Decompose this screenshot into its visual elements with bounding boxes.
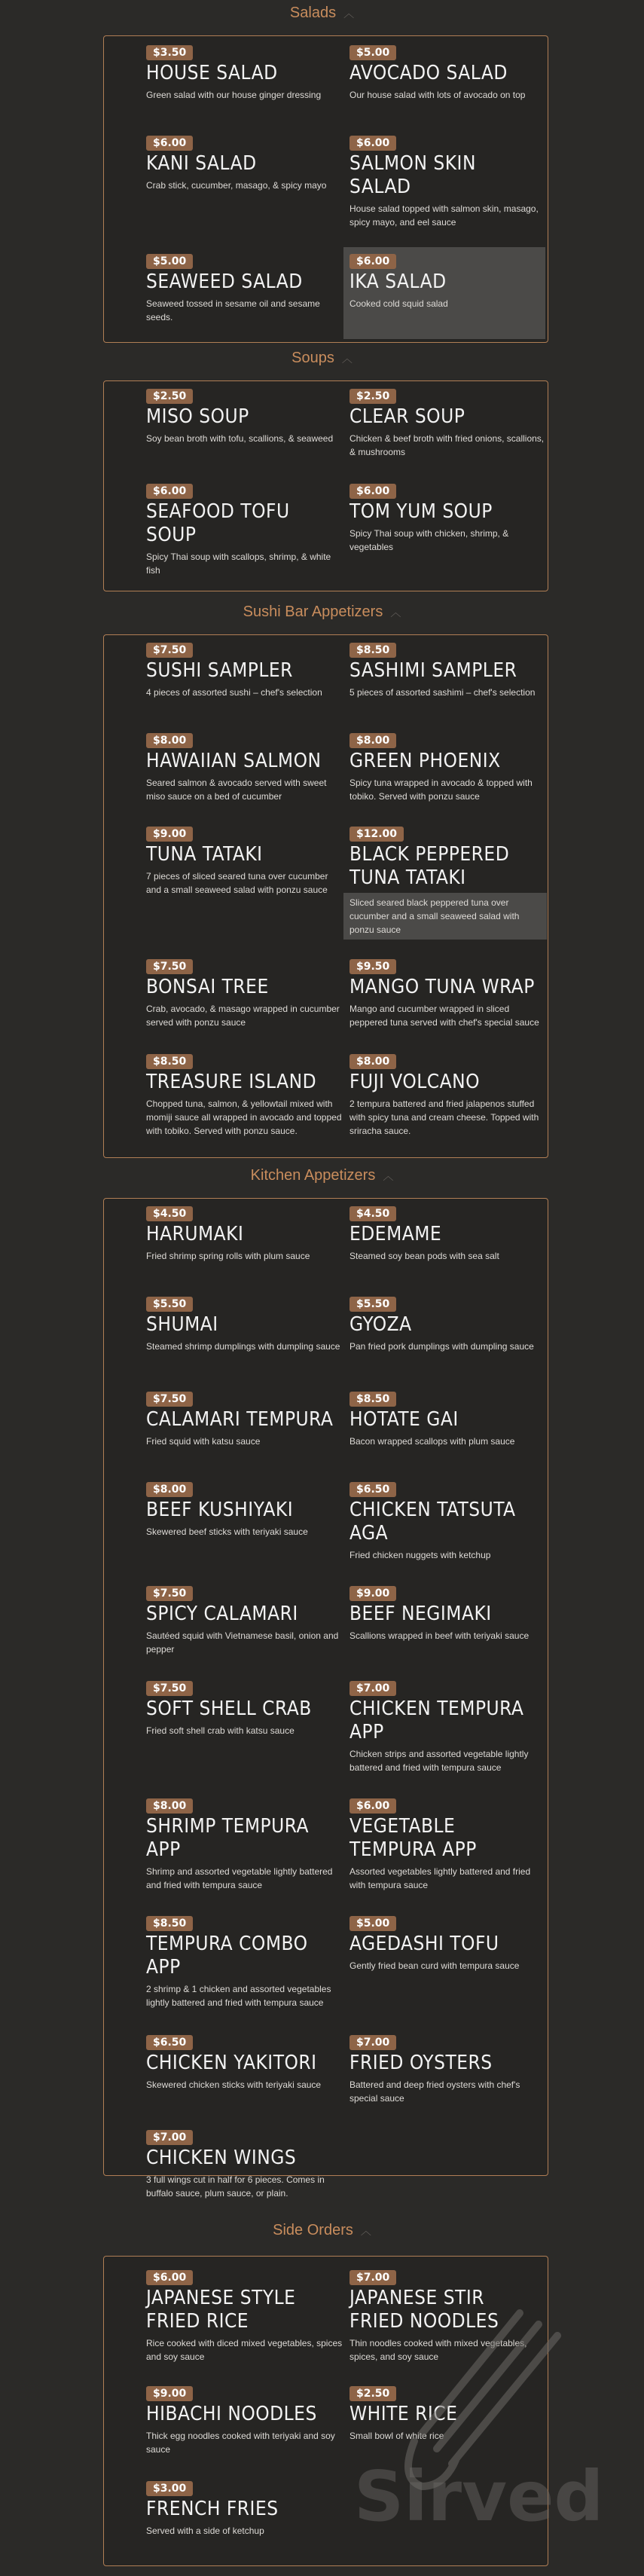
menu-item[interactable] — [349, 643, 553, 699]
item-description: Mango and cucumber wrapped in sliced peppered tuna served with chef's special sauce — [349, 1004, 539, 1028]
item-price: $7.50 — [146, 959, 193, 974]
item-price: $12.00 — [349, 827, 404, 842]
item-name: FRENCH FRIES — [146, 2498, 279, 2520]
item-price: $8.50 — [146, 1054, 193, 1069]
item-price: $2.50 — [349, 2386, 396, 2401]
item-name: AVOCADO SALAD — [349, 62, 508, 84]
item-name: FUJI VOLCANO — [349, 1071, 481, 1093]
item-description: Fried shrimp spring rolls with plum sauce — [146, 1251, 310, 1261]
item-price: $8.00 — [146, 733, 193, 748]
item-description: Chicken & beef broth with fried onions, scallions, & mushrooms — [349, 433, 545, 457]
item-description: 3 full wings cut in half for 6 pieces. Comes in buffalo sauce, plum sauce, or plain. — [146, 2174, 325, 2199]
menu-item[interactable] — [349, 2386, 553, 2443]
chevron-up-icon: ︿ — [343, 8, 355, 20]
menu-item[interactable] — [146, 1916, 349, 2009]
item-name: SEAFOOD TOFU SOUP — [146, 500, 290, 546]
item-description: Thick egg noodles cooked with teriyaki and soy sauce — [146, 2431, 335, 2455]
item-price: $8.00 — [349, 733, 396, 748]
item-name: WHITE RICE — [349, 2403, 458, 2425]
item-description: Crab, avocado, & masago wrapped in cucumber served with ponzu sauce — [146, 1004, 340, 1028]
item-price: $8.00 — [146, 1482, 193, 1497]
item-price: $9.00 — [146, 827, 193, 842]
menu-item[interactable] — [349, 484, 553, 554]
section-title-salads[interactable] — [0, 4, 644, 23]
item-description: Chicken strips and assorted vegetable lightly battered and fried with tempura sauce — [349, 1749, 529, 1773]
item-name: MANGO TUNA WRAP — [349, 976, 535, 998]
item-name: CHICKEN TEMPURA APP — [349, 1697, 524, 1743]
menu-item[interactable] — [349, 136, 553, 229]
item-description: Sliced seared black peppered tuna over cucumber and a small seaweed salad with ponzu sauce — [343, 893, 547, 940]
item-name: CHICKEN WINGS — [146, 2147, 297, 2169]
menu-item[interactable] — [146, 45, 349, 102]
item-name: BONSAI TREE — [146, 976, 269, 998]
menu-item[interactable] — [349, 1206, 553, 1263]
section-title-side-orders[interactable] — [0, 2221, 644, 2240]
item-description: Green salad with our house ginger dressing — [146, 90, 322, 100]
item-description: Spicy tuna wrapped in avocado & topped with tobiko. Served with ponzu sauce — [349, 778, 533, 802]
item-name: SPICY CALAMARI — [146, 1603, 298, 1625]
item-price: $9.00 — [146, 2386, 193, 2401]
item-name: SHUMAI — [146, 1313, 218, 1336]
item-name: HOTATE GAI — [349, 1408, 459, 1431]
item-description: Battered and deep fried oysters with chef's special sauce — [349, 2079, 520, 2104]
item-name: HARUMAKI — [146, 1223, 244, 1245]
item-description: Spicy Thai soup with scallops, shrimp, & white fish — [146, 552, 331, 576]
item-description: Chopped tuna, salmon, & yellowtail mixed with momiji sauce all wrapped in avocado and topped with tobiko. Served with ponzu sauce. — [146, 1099, 342, 1136]
menu-item[interactable] — [146, 2035, 349, 2092]
menu-item[interactable] — [146, 1681, 349, 1737]
item-name: FRIED OYSTERS — [349, 2052, 493, 2074]
section-box-kitchen-appetizers — [103, 1198, 548, 2199]
menu-item[interactable] — [146, 1482, 349, 1539]
item-price: $2.50 — [349, 389, 396, 404]
item-price: $6.00 — [146, 484, 193, 499]
item-price: $6.00 — [349, 254, 396, 269]
item-description: Seaweed tossed in sesame oil and sesame seeds. — [146, 298, 320, 322]
menu-item[interactable] — [146, 733, 349, 803]
item-description: Soy bean broth with tofu, scallions, & seaweed — [146, 433, 334, 444]
menu-item[interactable] — [349, 827, 553, 935]
section-title-kitchen-appetizers[interactable] — [0, 1166, 644, 1185]
item-description: 2 tempura battered and fried jalapenos stuffed with spicy tuna and cream cheese. Topped with sriracha sauce. — [349, 1099, 539, 1136]
item-description: Small bowl of white rice — [349, 2431, 444, 2441]
menu-item[interactable] — [349, 2270, 553, 2364]
item-price: $6.00 — [146, 136, 193, 151]
item-description: Sautéed squid with Vietnamese basil, onion and pepper — [146, 1630, 339, 1655]
item-description: Seared salmon & avocado served with sweet miso sauce on a bed of cucumber — [146, 778, 327, 802]
item-description: 7 pieces of sliced seared tuna over cucumber and a small seaweed salad with ponzu sauce — [146, 871, 328, 895]
menu-item[interactable] — [146, 254, 349, 324]
item-price: $3.00 — [146, 2481, 193, 2496]
item-price: $5.50 — [146, 1297, 193, 1312]
item-price: $8.00 — [146, 1798, 193, 1814]
item-name: JAPANESE STYLE FRIED RICE — [146, 2287, 296, 2333]
item-name: SASHIMI SAMPLER — [349, 659, 517, 682]
item-name: CLEAR SOUP — [349, 405, 465, 428]
item-name: BEEF KUSHIYAKI — [146, 1499, 294, 1521]
item-name: SUSHI SAMPLER — [146, 659, 293, 682]
item-price: $6.00 — [349, 484, 396, 499]
section-box-side-orders — [103, 2256, 548, 2566]
chevron-up-icon: ︿ — [341, 353, 353, 365]
section-title-text: Kitchen Appetizers — [250, 1167, 376, 1184]
item-description: Steamed soy bean pods with sea salt — [349, 1251, 499, 1261]
section-title-text: Salads — [289, 5, 337, 21]
item-name: TEMPURA COMBO APP — [146, 1933, 308, 1979]
item-price: $7.00 — [349, 2035, 396, 2050]
menu-item[interactable] — [146, 643, 349, 699]
item-price: $4.50 — [349, 1206, 396, 1221]
item-name: CHICKEN TATSUTA AGA — [349, 1499, 516, 1545]
menu-item[interactable] — [349, 1916, 553, 1972]
menu-item[interactable] — [146, 1206, 349, 1263]
menu-item[interactable] — [146, 1392, 349, 1448]
item-price: $7.50 — [146, 643, 193, 658]
menu-item[interactable] — [146, 389, 349, 445]
menu-item[interactable] — [349, 2035, 553, 2105]
item-description: Spicy Thai soup with chicken, shrimp, & vegetables — [349, 528, 509, 552]
menu-item[interactable] — [146, 2130, 349, 2200]
item-price: $7.00 — [349, 2270, 396, 2285]
item-price: $5.00 — [146, 254, 193, 269]
item-name: TOM YUM SOUP — [349, 500, 493, 523]
item-name: HOUSE SALAD — [146, 62, 278, 84]
item-description: Pan fried pork dumplings with dumpling sauce — [349, 1341, 534, 1352]
item-price: $6.50 — [146, 2035, 193, 2050]
item-name: HIBACHI NOODLES — [146, 2403, 317, 2425]
item-description: Bacon wrapped scallops with plum sauce — [349, 1436, 515, 1447]
item-description: Served with a side of ketchup — [146, 2526, 264, 2536]
item-description: Fried chicken nuggets with ketchup — [349, 1550, 491, 1560]
item-price: $7.50 — [146, 1681, 193, 1696]
menu-item[interactable] — [146, 1798, 349, 1892]
item-price: $9.00 — [349, 1586, 396, 1601]
menu-item[interactable] — [146, 827, 349, 897]
item-price: $5.50 — [349, 1297, 396, 1312]
item-name: VEGETABLE TEMPURA APP — [349, 1815, 477, 1861]
item-name: SALMON SKIN SALAD — [349, 152, 476, 198]
menu-item[interactable] — [146, 2270, 349, 2364]
item-description: 2 shrimp & 1 chicken and assorted vegetables lightly battered and fried with tempura sauce — [146, 1984, 331, 2008]
item-name: EDEMAME — [349, 1223, 442, 1245]
item-price: $6.00 — [349, 136, 396, 151]
item-name: BLACK PEPPERED TUNA TATAKI — [349, 843, 510, 889]
item-name: JAPANESE STIR FRIED NOODLES — [349, 2287, 499, 2333]
menu-item[interactable] — [349, 733, 553, 803]
menu-item[interactable] — [349, 1054, 553, 1138]
item-price: $6.00 — [146, 2270, 193, 2285]
item-price: $3.50 — [146, 45, 193, 60]
item-price: $6.50 — [349, 1482, 396, 1497]
item-name: CALAMARI TEMPURA — [146, 1408, 334, 1431]
item-name: SHRIMP TEMPURA APP — [146, 1815, 309, 1861]
item-price: $8.00 — [349, 1054, 396, 1069]
watermark-text: Sirved — [354, 2456, 604, 2537]
menu-item[interactable] — [349, 1798, 553, 1892]
item-description: Cooked cold squid salad — [349, 298, 448, 309]
menu-item[interactable] — [146, 1586, 349, 1656]
chevron-up-icon: ︿ — [360, 2225, 371, 2237]
item-description: Gently fried bean curd with tempura sauce — [349, 1960, 520, 1971]
item-description: Skewered beef sticks with teriyaki sauce — [146, 1526, 308, 1537]
item-name: SEAWEED SALAD — [146, 270, 303, 293]
item-price: $7.00 — [146, 2130, 193, 2145]
item-price: $2.50 — [146, 389, 193, 404]
item-description: Scallions wrapped in beef with teriyaki sauce — [349, 1630, 530, 1641]
item-price: $7.50 — [146, 1392, 193, 1407]
item-description: Fried soft shell crab with katsu sauce — [146, 1725, 295, 1736]
menu-item[interactable] — [146, 1297, 349, 1353]
item-name: GYOZA — [349, 1313, 412, 1336]
item-name: AGEDASHI TOFU — [349, 1933, 499, 1955]
menu-item[interactable] — [146, 2481, 349, 2538]
item-name: IKA SALAD — [349, 270, 447, 293]
item-description: 5 pieces of assorted sashimi – chef's selection — [349, 687, 536, 698]
item-description: Steamed shrimp dumplings with dumpling sauce — [146, 1341, 340, 1352]
item-price: $8.50 — [146, 1916, 193, 1931]
item-price: $7.50 — [146, 1586, 193, 1601]
section-title-text: Side Orders — [273, 2222, 353, 2238]
menu-item[interactable] — [349, 45, 553, 102]
item-name: CHICKEN YAKITORI — [146, 2052, 317, 2074]
menu-item[interactable] — [349, 1297, 553, 1353]
chevron-up-icon: ︿ — [390, 607, 401, 619]
menu-item[interactable] — [349, 959, 553, 1029]
item-description: Rice cooked with diced mixed vegetables, spices and soy sauce — [146, 2338, 343, 2362]
item-name: HAWAIIAN SALMON — [146, 750, 322, 772]
menu-item[interactable] — [349, 1681, 553, 1774]
section-box-soups — [103, 380, 548, 591]
item-name: TREASURE ISLAND — [146, 1071, 317, 1093]
menu-item[interactable] — [146, 1054, 349, 1138]
menu-item[interactable] — [349, 1482, 553, 1562]
section-box-salads — [103, 35, 548, 343]
section-title-text: Sushi Bar Appetizers — [243, 604, 383, 620]
menu-item[interactable] — [146, 959, 349, 1029]
menu-item[interactable] — [349, 1392, 553, 1448]
section-title-soups[interactable] — [0, 349, 644, 368]
item-price: $9.50 — [349, 959, 396, 974]
item-description: Assorted vegetables lightly battered and fried with tempura sauce — [349, 1866, 531, 1890]
item-name: SOFT SHELL CRAB — [146, 1697, 312, 1720]
menu-item[interactable] — [349, 389, 553, 459]
item-name: GREEN PHOENIX — [349, 750, 501, 772]
menu-item[interactable] — [146, 484, 349, 577]
section-box-sushi-bar-appetizers — [103, 634, 548, 1158]
chevron-up-icon: ︿ — [383, 1170, 394, 1182]
item-description: Shrimp and assorted vegetable lightly battered and fried with tempura sauce — [146, 1866, 333, 1890]
item-name: MISO SOUP — [146, 405, 249, 428]
section-title-sushi-bar-appetizers[interactable] — [0, 603, 644, 622]
item-description: Thin noodles cooked with mixed vegetables, spices, and soy sauce — [349, 2338, 527, 2362]
item-price: $7.00 — [349, 1681, 396, 1696]
item-price: $4.50 — [146, 1206, 193, 1221]
item-description: Fried squid with katsu sauce — [146, 1436, 261, 1447]
item-price: $5.00 — [349, 45, 396, 60]
item-price: $6.00 — [349, 1798, 396, 1814]
menu-item[interactable] — [349, 1586, 553, 1642]
menu-item[interactable] — [146, 2386, 349, 2456]
item-price: $5.00 — [349, 1916, 396, 1931]
menu-item[interactable] — [146, 136, 349, 192]
item-description: Skewered chicken sticks with teriyaki sauce — [146, 2079, 322, 2090]
item-description: Crab stick, cucumber, masago, & spicy mayo — [146, 180, 327, 191]
item-name: BEEF NEGIMAKI — [349, 1603, 492, 1625]
section-title-text: Soups — [291, 350, 334, 366]
item-name: KANI SALAD — [146, 152, 257, 175]
item-name: TUNA TATAKI — [146, 843, 263, 866]
item-description: Our house salad with lots of avocado on top — [349, 90, 526, 100]
item-description: 4 pieces of assorted sushi – chef's selection — [146, 687, 322, 698]
item-price: $8.50 — [349, 643, 396, 658]
item-price: $8.50 — [349, 1392, 396, 1407]
menu-item-highlighted[interactable] — [343, 247, 545, 339]
item-description: House salad topped with salmon skin, masago, spicy mayo, and eel sauce — [349, 203, 539, 228]
